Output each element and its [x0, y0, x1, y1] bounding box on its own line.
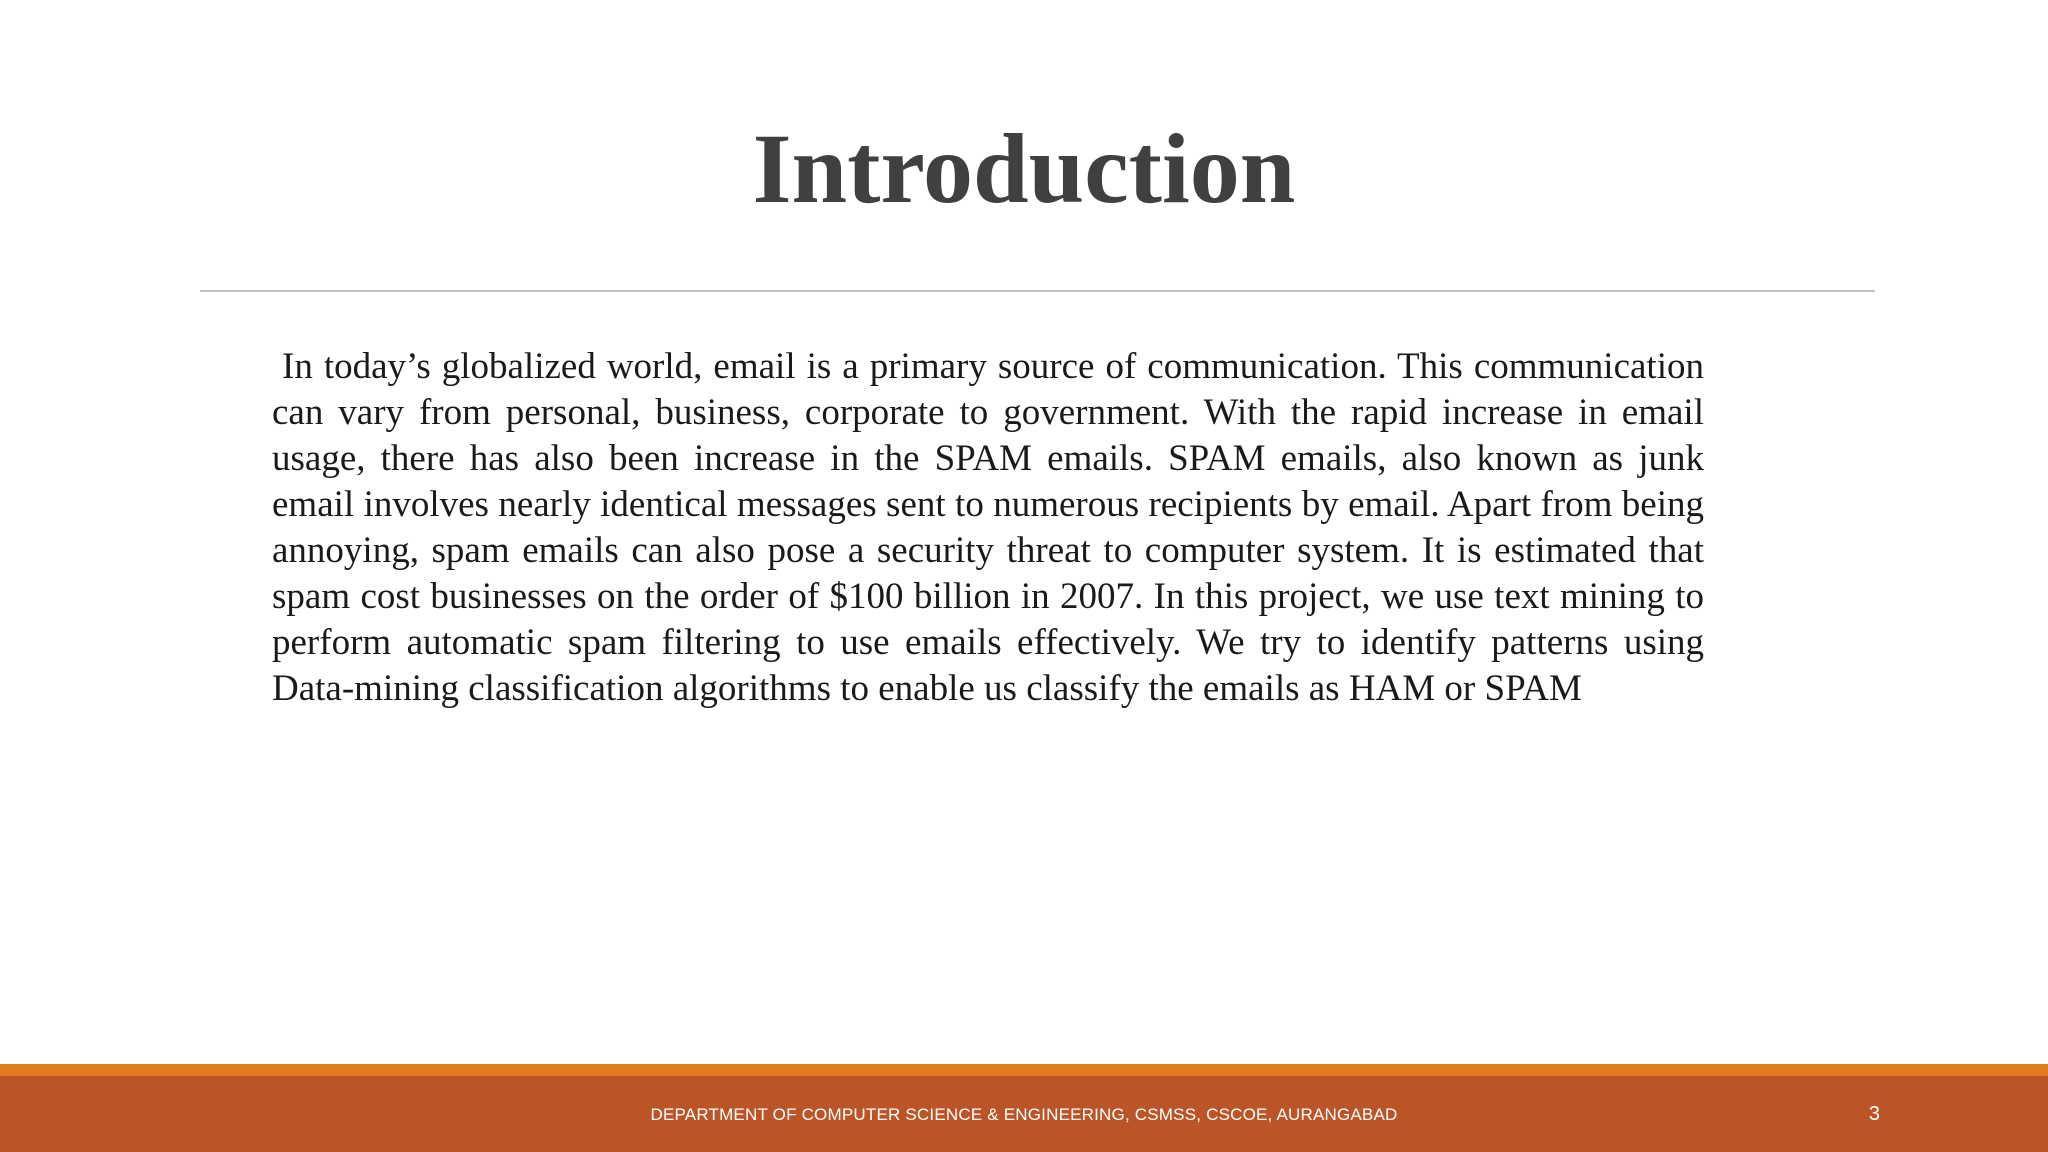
- body-paragraph: In today’s globalized world, email is a primary source of communication. This communication can vary from personal, business, corporate to government. With the rapid increase in email usage, there has also been increase in the SPAM emails. SPAM emails, also known as junk email involves nearly identical messages sent to numerous recipients by email. Apart from being annoying, spam emails can also pose a security threat to computer system. It is estimated that spam cost businesses on the order of $100 billion in 2007. In this project, we use text mining to perform automatic spam filtering to use emails effectively. We try to identify patterns using Data-mining classification algorithms to enable us classify the emails as HAM or SPAM: [272, 346, 1704, 709]
- slide-title: Introduction: [752, 113, 1296, 224]
- title-divider: [200, 290, 1875, 292]
- footer-accent-stripe: [0, 1064, 2048, 1076]
- page-number: 3: [1868, 1103, 1880, 1125]
- footer-text: DEPARTMENT OF COMPUTER SCIENCE & ENGINEERING, CSMSS, CSCOE, AURANGABAD: [650, 1105, 1398, 1124]
